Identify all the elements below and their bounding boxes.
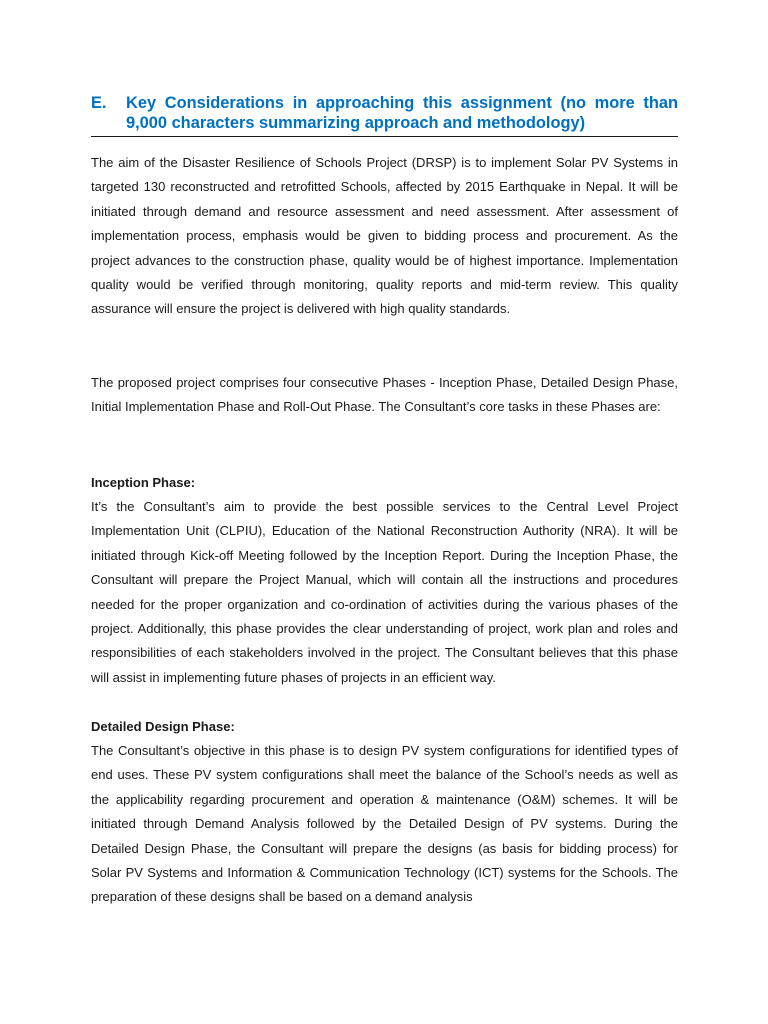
heading-underline <box>91 136 678 137</box>
intro-paragraph: The aim of the Disaster Resilience of Schools Project (DRSP) is to implement Solar PV Systems in targeted 130 reconstructed and retrofitted Schools, affected by 2015 Earthquake in Nepal. It will be initiated through demand and resource assessment and need assessment. After assessment of implementation process, emphasis would be given to bidding process and procurement. As the project advances to the construction phase, quality would be of highest importance. Implementation quality would be verified through monitoring, quality reports and mid-term review. This quality assurance will ensure the project is delivered with high quality standards. <box>91 155 678 317</box>
section-letter: E. <box>91 94 107 112</box>
detailed-design-phase-heading: Detailed Design Phase: <box>91 719 235 734</box>
inception-phase-paragraph: It’s the Consultant’s aim to provide the best possible services to the Central Level Project Implementation Unit (CLPIU), Education of the National Reconstruction Authority (NRA). It will be initiated through Kick-off Meeting followed by the Inception Report. During the Inception Phase, the Consultant will prepare the Project Manual, which will contain all the instructions and procedures needed for the proper organization and co-ordination of activities during the various phases of the project. Additionally, this phase provides the clear understanding of project, work plan and roles and responsibilities of each stakeholders involved in the project. The Consultant believes that this phase will assist in implementing future phases of projects in an efficient way. <box>91 499 678 685</box>
inception-phase-heading: Inception Phase: <box>91 475 196 490</box>
phases-overview-paragraph: The proposed project comprises four consecutive Phases - Inception Phase, Detailed Design Phase, Initial Implementation Phase and Roll-Out Phase. The Consultant’s core tasks in these Phases are: <box>91 375 678 415</box>
detailed-design-phase-paragraph: The Consultant’s objective in this phase is to design PV system configurations for identified types of end uses. These PV system configurations shall meet the balance of the School’s needs as well as the applicability regarding procurement and operation & maintenance (O&M) schemes. It will be initiated through Demand Analysis followed by the Detailed Design of PV systems. During the Detailed Design Phase, the Consultant will prepare the designs (as basis for bidding process) for Solar PV Systems and Information & Communication Technology (ICT) systems for the Schools. The preparation of these designs shall be based on a demand analysis <box>91 743 678 905</box>
section-title: Key Considerations in approaching this assignment (no more than 9,000 characters summarizing approach and methodology) <box>126 94 678 132</box>
